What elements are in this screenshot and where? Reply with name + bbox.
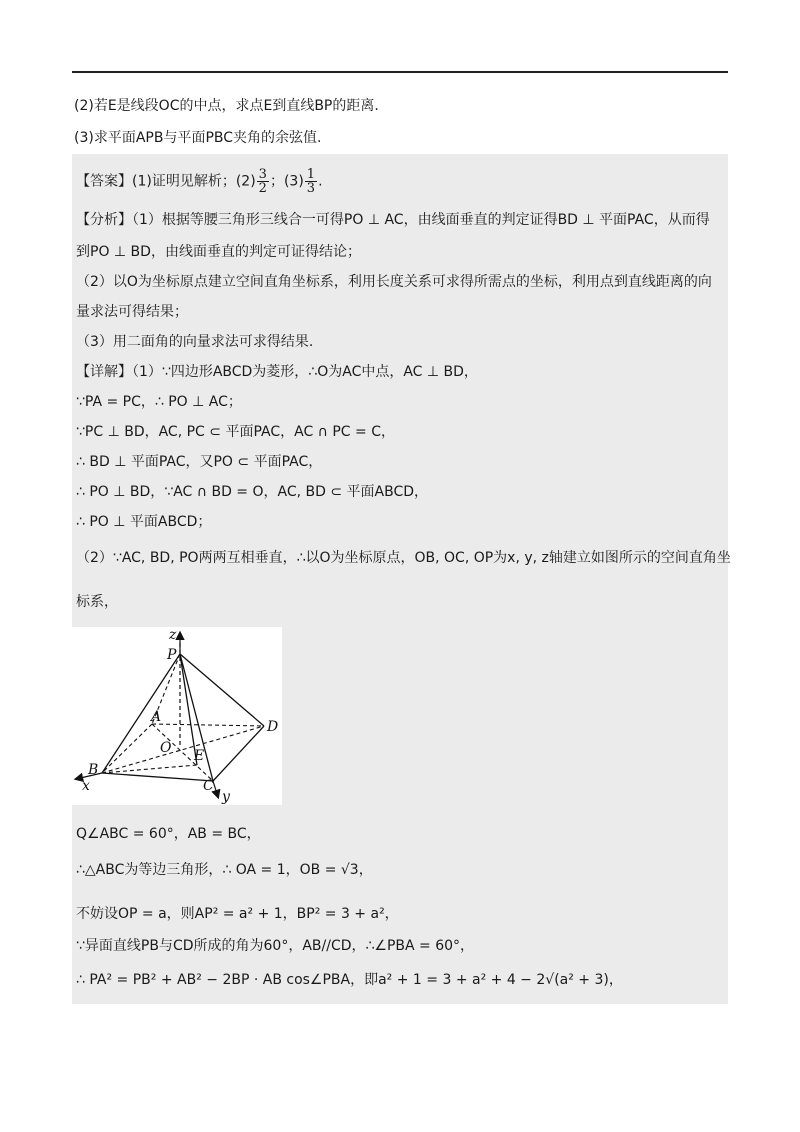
label-A: A: [151, 709, 162, 725]
detail-line-1: 【详解】（1）∵四边形ABCD为菱形，∴O为AC中点，AC ⊥ BD，: [76, 364, 478, 380]
detail-line-5: ∴ PO ⊥ BD，∵AC ∩ BD = O，AC, BD ⊂ 平面ABCD，: [76, 484, 429, 500]
label-x: x: [82, 778, 90, 794]
label-O: O: [160, 740, 172, 756]
label-z: z: [169, 627, 177, 643]
answer-line: 【答案】(1)证明见解析；(2) $\frac{3}{2}$ ；(3) $\frac{1}{3}$ .: [76, 167, 323, 196]
label-D: D: [267, 719, 279, 735]
header-rule: [72, 71, 728, 73]
detail-line-4: ∴ BD ⊥ 平面PAC，又PO ⊂ 平面PAC，: [76, 454, 323, 470]
label-C: C: [203, 778, 214, 794]
answer-label: 【答案】: [76, 173, 132, 190]
detail-line-3: ∵PC ⊥ BD，AC, PC ⊂ 平面PAC，AC ∩ PC = C，: [76, 424, 395, 440]
detail-line-9: Q∠ABC = 60°，AB = BC，: [76, 826, 261, 842]
edge-PD: [180, 654, 264, 726]
label-P: P: [167, 647, 177, 663]
detail-line-2: ∵PA = PC，∴ PO ⊥ AC；: [76, 394, 242, 410]
edge-AD: [152, 724, 264, 726]
answer-part2: ；(3): [269, 173, 304, 190]
analysis-line-2: 到PO ⊥ BD，由线面垂直的判定可证得结论；: [76, 244, 361, 260]
pyramid-figure: [72, 627, 282, 805]
edge-CD: [213, 726, 264, 781]
detail-line-12: ∵异面直线PB与CD所成的角为60°，AB//CD，∴∠PBA = 60°，: [76, 938, 475, 954]
analysis-line-4: 量求法可得结果；: [76, 304, 188, 320]
edge-AB: [102, 724, 152, 773]
detail-line-13: ∴ PA² = PB² + AB² − 2BP · AB cos∠PBA，即a² + 1 = 3 + a² + 4 − 2√(a² + 3)，: [76, 972, 623, 988]
label-E: E: [194, 748, 205, 764]
question-2: (2)若E是线段OC的中点，求点E到直线BP的距离.: [74, 98, 379, 114]
label-B: B: [88, 762, 99, 778]
analysis-line-3: （2）以O为坐标原点建立空间直角坐标系，利用长度关系可求得所需点的坐标，利用点到直线距离的向: [76, 274, 712, 290]
edge-BC: [102, 773, 213, 781]
analysis-line-5: （3）用二面角的向量求法可求得结果.: [76, 334, 314, 350]
question-3: (3)求平面APB与平面PBC夹角的余弦值.: [74, 130, 322, 146]
answer-fraction-2: $\frac{3}{2}$: [258, 167, 267, 196]
answer-fraction-3: $\frac{1}{3}$: [306, 167, 316, 196]
pyramid-diagram: [72, 627, 282, 805]
detail-line-10: ∴△ABC为等边三角形，∴ OA = 1，OB = √3，: [76, 862, 373, 878]
detail-line-8: 标系，: [76, 594, 118, 610]
detail-line-7: （2）∵AC, BD, PO两两互相垂直，∴以O为坐标原点，OB, OC, OP为x, y, z轴建立如图所示的空间直角坐: [76, 550, 731, 566]
label-y: y: [222, 789, 230, 805]
analysis-line-1: 【分析】（1）根据等腰三角形三线合一可得PO ⊥ AC，由线面垂直的判定证得BD ⊥ 平面PAC，从而得: [76, 212, 710, 228]
answer-part1: (1)证明见解析；(2): [132, 173, 256, 190]
detail-line-6: ∴ PO ⊥ 平面ABCD；: [76, 514, 212, 530]
detail-line-11: 不妨设OP = a，则AP² = a² + 1，BP² = 3 + a²，: [76, 906, 399, 922]
y-axis: [213, 781, 218, 797]
